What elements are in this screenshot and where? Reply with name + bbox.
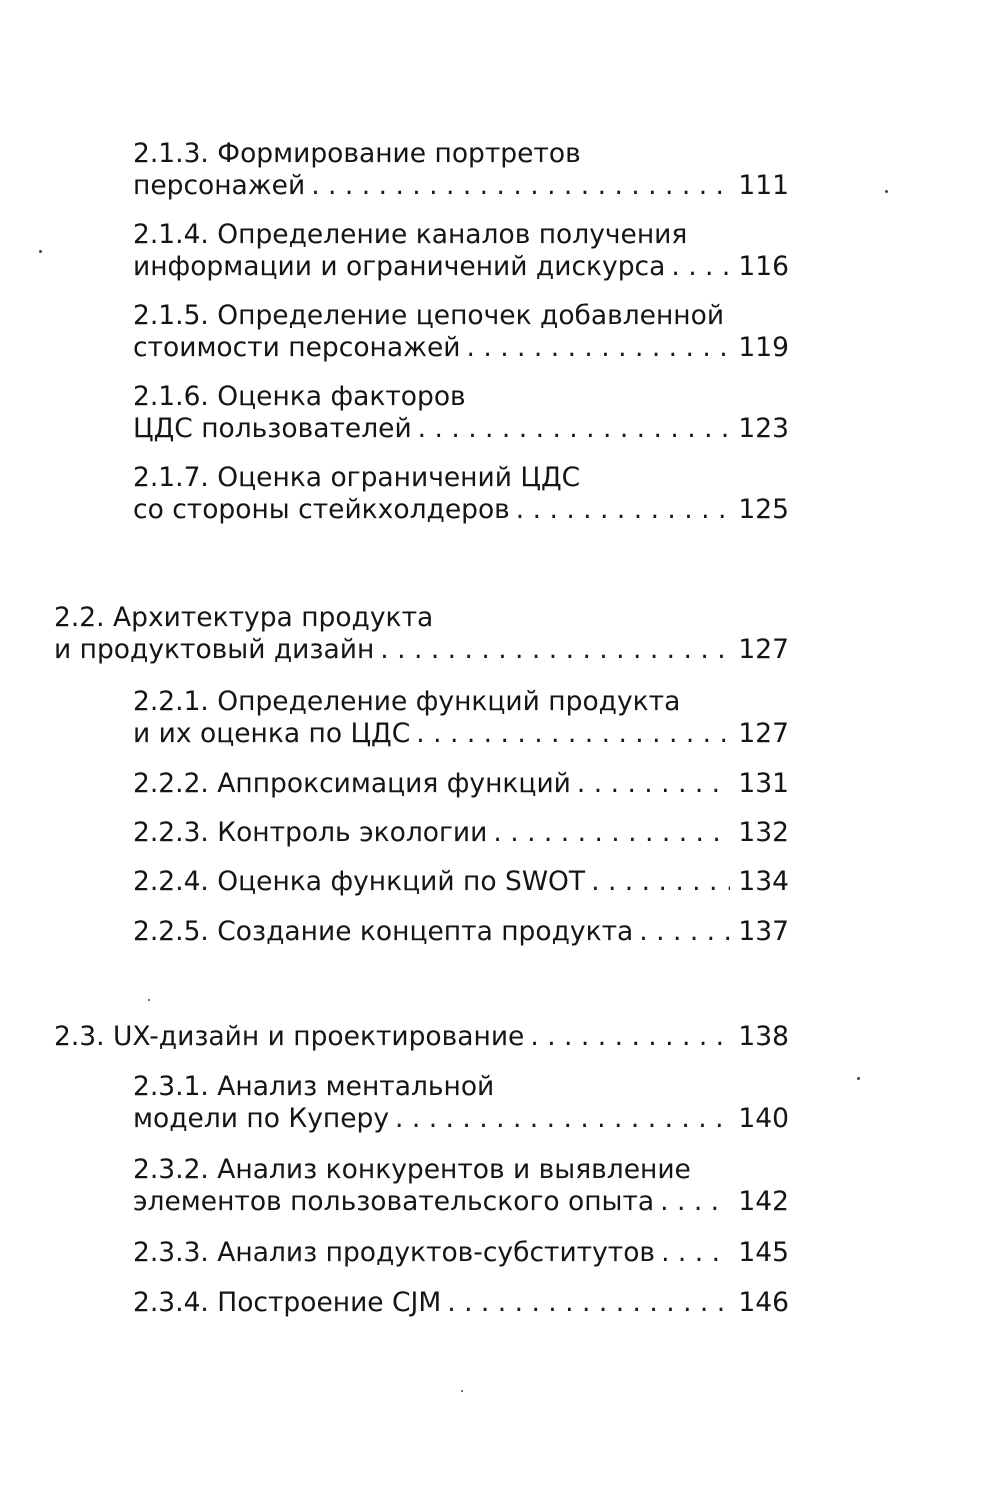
toc-section-title: 2.2. Архитектура продукта	[54, 602, 434, 633]
toc-page-number: 116	[738, 251, 789, 282]
toc-page-number: 127	[738, 634, 789, 665]
toc-entry-title-cont: информации и ограничений дискурса	[133, 251, 666, 282]
toc-entry-title: 2.1.4. Определение каналов получения	[133, 219, 688, 250]
dot-leader	[395, 1103, 730, 1135]
toc-entry-2-3-4[interactable]	[133, 1287, 789, 1319]
dot-leader	[577, 768, 731, 800]
toc-entry-2-1-7[interactable]	[133, 462, 789, 526]
toc-entry-title: 2.1.5. Определение цепочек добавленной	[133, 300, 725, 331]
dot-leader	[661, 1237, 730, 1269]
toc-section-title: 2.3. UX-дизайн и проектирование	[54, 1021, 525, 1052]
dot-leader	[380, 634, 730, 666]
toc-entry-2-2-3[interactable]	[133, 817, 789, 849]
dot-leader	[493, 817, 730, 849]
dot-leader	[516, 494, 731, 526]
dot-leader	[639, 916, 730, 948]
toc-entry-2-1-3[interactable]	[133, 138, 789, 202]
toc-entry-title: 2.3.4. Построение CJM	[133, 1287, 442, 1318]
dot-leader	[416, 718, 730, 750]
toc-entry-title: 2.1.6. Оценка факторов	[133, 381, 466, 412]
dot-leader	[591, 866, 730, 898]
toc-entry-2-1-6[interactable]	[133, 381, 789, 445]
toc-entry-2-2-2[interactable]	[133, 768, 789, 800]
toc-entry-title: 2.3.3. Анализ продуктов-субститутов	[133, 1237, 656, 1268]
toc-entry-2-2-5[interactable]	[133, 916, 789, 948]
toc-entry-title-cont: модели по Куперу	[133, 1103, 390, 1134]
toc-entry-title: 2.3.1. Анализ ментальной	[133, 1071, 495, 1102]
toc-entry-2-3-2[interactable]	[133, 1154, 789, 1218]
toc-section-2-2[interactable]	[54, 602, 789, 666]
dot-leader	[447, 1287, 730, 1319]
toc-entry-title-cont: и их оценка по ЦДС	[133, 718, 411, 749]
toc-page-number: 138	[738, 1021, 789, 1052]
toc-entry-title: 2.2.5. Создание концепта продукта	[133, 916, 634, 947]
scan-speck	[461, 1390, 463, 1392]
toc-entry-title-cont: персонажей	[133, 170, 306, 201]
toc-entry-title: 2.2.2. Аппроксимация функций	[133, 768, 571, 799]
toc-entry-title-cont: ЦДС пользователей	[133, 413, 412, 444]
toc-page-number: 119	[738, 332, 789, 363]
toc-page-number: 140	[738, 1103, 789, 1134]
toc-entry-2-1-4[interactable]	[133, 219, 789, 283]
toc-page-number: 145	[738, 1237, 789, 1268]
dot-leader	[467, 332, 731, 364]
dot-leader	[311, 170, 730, 202]
scan-speck	[857, 1077, 860, 1080]
toc-entry-title-cont: элементов пользовательского опыта	[133, 1186, 655, 1217]
toc-entry-title: 2.2.1. Определение функций продукта	[133, 686, 681, 717]
toc-entry-2-3-3[interactable]	[133, 1237, 789, 1269]
toc-entry-title: 2.1.7. Оценка ограничений ЦДС	[133, 462, 581, 493]
toc-page-number: 132	[738, 817, 789, 848]
scan-speck	[148, 999, 150, 1001]
toc-entry-title: 2.1.3. Формирование портретов	[133, 138, 581, 169]
toc-entry-title: 2.3.2. Анализ конкурентов и выявление	[133, 1154, 691, 1185]
toc-entry-title: 2.2.3. Контроль экологии	[133, 817, 488, 848]
toc-page-number: 146	[738, 1287, 789, 1318]
toc-page-number: 134	[738, 866, 789, 897]
toc-page-number: 127	[738, 718, 789, 749]
dot-leader	[418, 413, 731, 445]
toc-entry-2-2-4[interactable]	[133, 866, 789, 898]
toc-section-title-cont: и продуктовый дизайн	[54, 634, 375, 665]
toc-page-number: 125	[738, 494, 789, 525]
toc-page-number: 142	[738, 1186, 789, 1217]
dot-leader	[530, 1021, 730, 1053]
dot-leader	[671, 251, 730, 283]
toc-entry-2-1-5[interactable]	[133, 300, 789, 364]
toc-entry-title-cont: со стороны стейкхолдеров	[133, 494, 510, 525]
toc-entry-2-3-1[interactable]	[133, 1071, 789, 1135]
toc-page-number: 131	[738, 768, 789, 799]
toc-entry-title-cont: стоимости персонажей	[133, 332, 461, 363]
scan-speck	[39, 250, 42, 253]
toc-section-2-3[interactable]	[54, 1021, 789, 1053]
toc-page-number: 137	[738, 916, 789, 947]
toc-entry-title: 2.2.4. Оценка функций по SWOT	[133, 866, 586, 897]
scan-speck	[885, 190, 888, 193]
toc-page-number: 123	[738, 413, 789, 444]
toc-page-number: 111	[738, 170, 789, 201]
dot-leader	[660, 1186, 730, 1218]
toc-entry-2-2-1[interactable]	[133, 686, 789, 750]
